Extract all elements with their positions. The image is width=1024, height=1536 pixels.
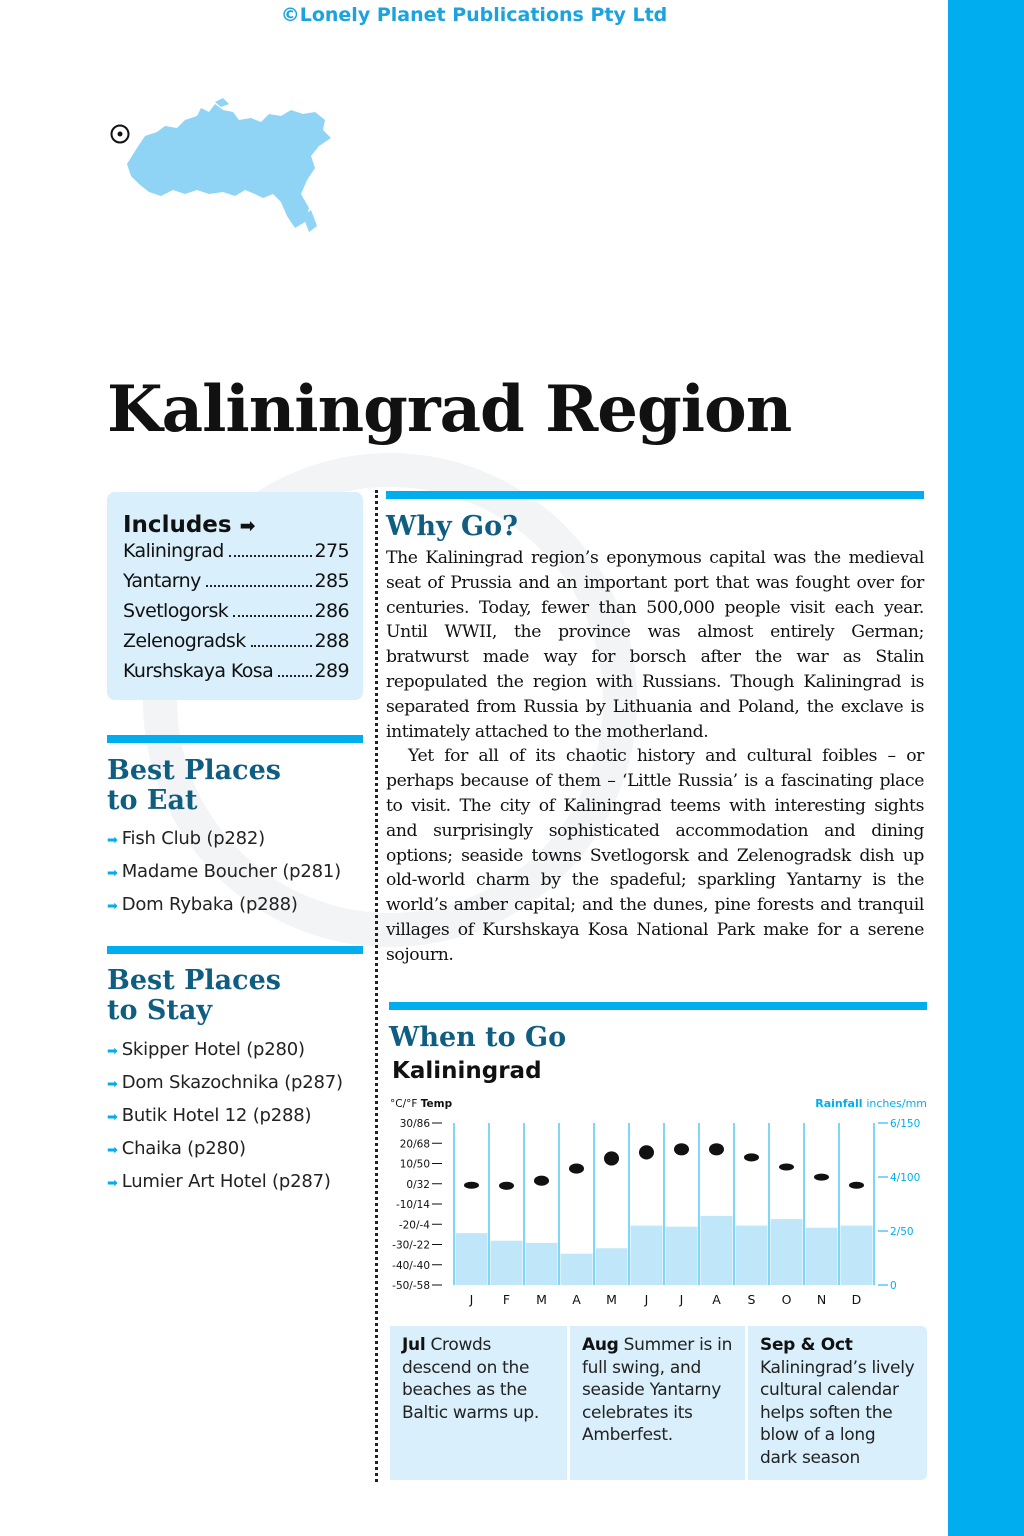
rainfall-tick-label: 0 — [890, 1280, 897, 1292]
season-box-sep-oct: Sep & Oct Kaliningrad’s lively cultural calendar helps soften the blow of a long dark season — [748, 1326, 927, 1480]
arrow-right-icon: ➡ — [107, 833, 118, 848]
month-label: J — [679, 1292, 684, 1307]
temp-mark — [604, 1151, 619, 1165]
column-divider — [375, 490, 378, 1482]
rainfall-bar — [526, 1243, 558, 1285]
climate-chart — [386, 1093, 931, 1315]
chapter-side-bar — [948, 0, 1024, 1536]
list-item[interactable]: ➡ Fish Club (p282) — [107, 828, 266, 849]
list-item[interactable]: ➡ Lumier Art Hotel (p287) — [107, 1171, 331, 1192]
temp-mark — [814, 1174, 829, 1181]
arrow-right-icon: ➡ — [107, 1110, 118, 1125]
rainfall-bar — [771, 1219, 803, 1285]
rainfall-bar — [491, 1241, 523, 1285]
includes-item[interactable]: Zelenogradsk 288 — [123, 630, 349, 652]
arrow-right-icon: ➡ — [107, 1077, 118, 1092]
copyright-notice: ©Lonely Planet Publications Pty Ltd — [280, 4, 668, 26]
rainfall-bar — [631, 1226, 663, 1285]
temp-mark — [569, 1164, 584, 1174]
temp-mark — [534, 1176, 549, 1186]
when-to-go-heading: When to Go — [389, 1022, 567, 1053]
best-eat-heading: Best Places to Eat — [107, 755, 281, 816]
rainfall-bar — [841, 1226, 873, 1285]
month-label: O — [781, 1292, 792, 1307]
section-rule — [107, 946, 363, 954]
season-box-jul: Jul Crowds descend on the beaches as the Baltic warms up. — [390, 1326, 567, 1480]
list-item[interactable]: ➡ Dom Skazochnika (p287) — [107, 1072, 343, 1093]
rainfall-tick-label: 2/50 — [890, 1226, 914, 1238]
rainfall-bar — [561, 1254, 593, 1285]
temp-mark — [674, 1143, 689, 1155]
temp-tick-label: 10/50 — [399, 1158, 430, 1171]
rainfall-tick-label: 4/100 — [890, 1172, 921, 1184]
best-stay-heading: Best Places to Stay — [107, 965, 281, 1026]
includes-box — [107, 492, 363, 700]
arrow-right-icon: ➡ — [107, 899, 118, 914]
temp-mark — [499, 1182, 514, 1190]
chart-city-label: Kaliningrad — [392, 1058, 542, 1084]
arrow-right-icon: ➡ — [107, 1176, 118, 1191]
temp-mark — [709, 1143, 724, 1155]
temp-tick-label: -40/-40 — [392, 1259, 430, 1272]
why-go-paragraph: The Kaliningrad region’s eponymous capital was the medieval seat of Prussia and an important port that was fought over for centuries. Today, fewer than 500,000 people visit each year. Until WWII, the province was almost entirely German; bratwurst made way for borsch after the war as Stalin repopulated the region with Russians. Though Kaliningrad is separated from Russia by Lithuania and Poland, the exclave is intimately attached to the motherland. — [386, 548, 924, 742]
list-item[interactable]: ➡ Chaika (p280) — [107, 1138, 246, 1159]
arrow-right-icon: ➡ — [107, 866, 118, 881]
rainfall-bar — [666, 1227, 698, 1285]
temp-tick-label: 30/86 — [399, 1118, 430, 1130]
arrow-right-icon: ➡ — [107, 1143, 118, 1158]
temp-mark — [779, 1164, 794, 1171]
target-icon — [112, 126, 129, 143]
includes-item[interactable]: Kurshskaya Kosa 289 — [123, 660, 349, 682]
rainfall-bar — [736, 1226, 768, 1285]
list-item[interactable]: ➡ Butik Hotel 12 (p288) — [107, 1105, 312, 1126]
rainfall-bar — [596, 1248, 628, 1285]
temp-tick-label: -20/-4 — [398, 1219, 430, 1232]
rainfall-bar — [456, 1233, 488, 1285]
temp-tick-label: 20/68 — [399, 1138, 430, 1151]
russia-map — [105, 98, 340, 238]
temp-mark — [639, 1145, 654, 1159]
month-label: D — [851, 1292, 862, 1307]
why-go-heading: Why Go? — [386, 511, 518, 542]
month-label: F — [502, 1292, 511, 1307]
temp-mark — [744, 1153, 759, 1161]
temp-tick-label: -10/14 — [395, 1199, 430, 1211]
rainfall-bar — [806, 1228, 838, 1285]
includes-item[interactable]: Kaliningrad 275 — [123, 540, 349, 562]
arrow-right-icon: ➡ — [239, 515, 256, 537]
section-rule — [386, 491, 924, 499]
month-label: A — [712, 1292, 721, 1307]
month-label: N — [816, 1292, 827, 1307]
section-rule — [389, 1002, 927, 1010]
page-title: Kaliningrad Region — [107, 372, 792, 447]
temp-tick-label: 0/32 — [406, 1178, 430, 1191]
list-item[interactable]: ➡ Skipper Hotel (p280) — [107, 1039, 305, 1060]
temp-tick-label: -50/-58 — [392, 1280, 430, 1292]
temp-mark — [849, 1182, 864, 1189]
rainfall-bar — [701, 1216, 733, 1285]
month-label: A — [572, 1292, 581, 1307]
temp-axis-label: °C/°F Temp — [390, 1098, 453, 1110]
section-rule — [107, 735, 363, 743]
why-go-text — [386, 546, 924, 968]
month-label: J — [644, 1292, 649, 1307]
rainfall-tick-label: 6/150 — [890, 1118, 921, 1130]
month-label: M — [606, 1292, 617, 1307]
includes-item[interactable]: Svetlogorsk 286 — [123, 600, 349, 622]
temp-mark — [464, 1182, 479, 1189]
month-label: M — [536, 1292, 547, 1307]
arrow-right-icon: ➡ — [107, 1044, 118, 1059]
month-label: S — [747, 1292, 756, 1307]
temp-tick-label: -30/-22 — [392, 1239, 430, 1252]
includes-item[interactable]: Yantarny 285 — [123, 570, 349, 592]
month-label: J — [469, 1292, 474, 1307]
best-eat-list — [107, 828, 341, 927]
list-item[interactable]: ➡ Madame Boucher (p281) — [107, 861, 341, 882]
list-item[interactable]: ➡ Dom Rybaka (p288) — [107, 894, 298, 915]
includes-heading: Includes ➡ — [123, 512, 256, 538]
season-box-aug: Aug Summer is in full swing, and seaside Yantarny celebrates its Amberfest. — [570, 1326, 745, 1480]
rainfall-axis-label: Rainfall inches/mm — [815, 1097, 927, 1110]
best-stay-list — [107, 1039, 343, 1204]
why-go-paragraph: Yet for all of its chaotic history and cultural foibles – or perhaps because of them – ‘Little Russia’ is a fascinating place to visit. The city of Kaliningrad teems with interesting sights and surprisingly sophisticated accommodation and dining options; seaside towns Svetlogorsk and Zelenogradsk dish up old-world charm by the spadeful; sparkling Yantarny is the world’s amber capital; and the dunes, pine forests and tranquil villages of Kurshskaya Kosa National Park make for a serene sojourn. — [386, 746, 924, 965]
